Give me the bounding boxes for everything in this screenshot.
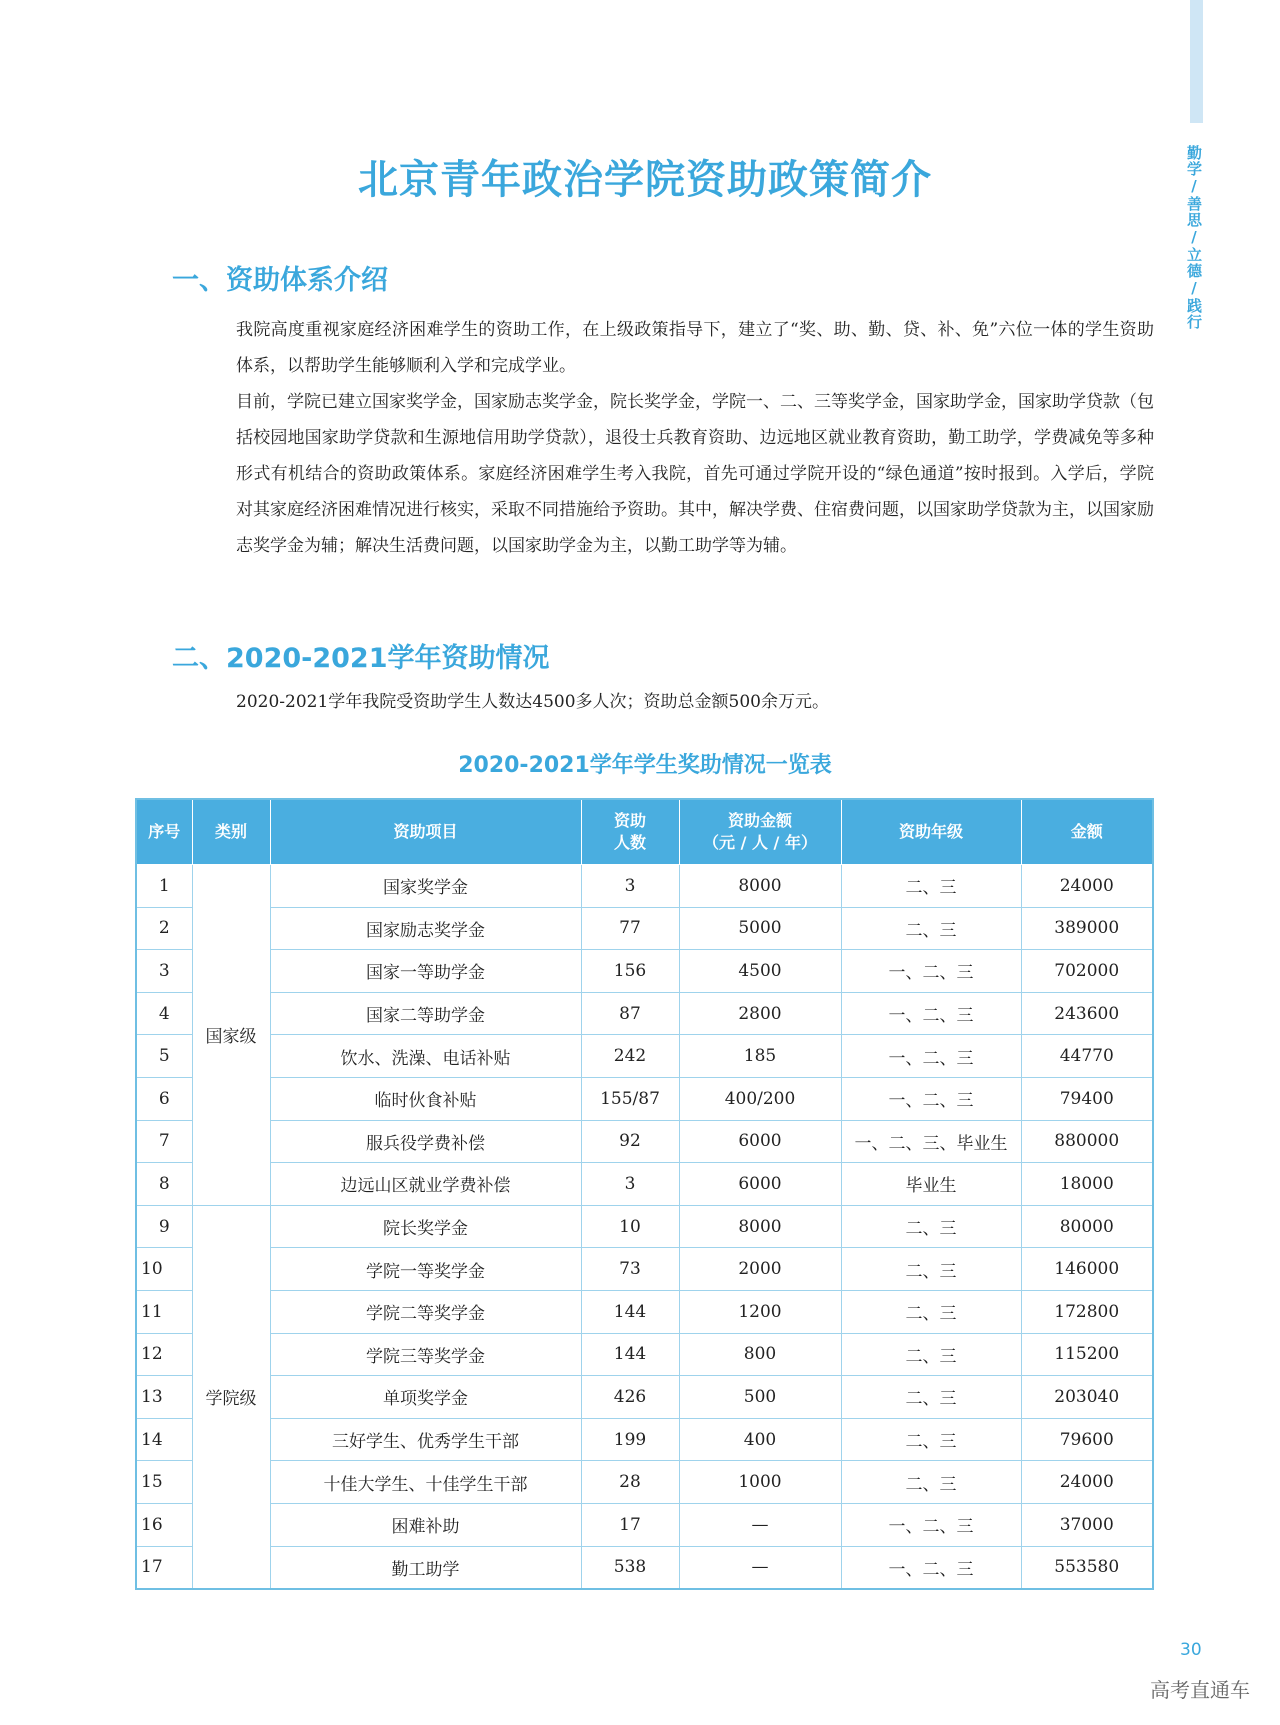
row-amount: 400/200 [679,1077,841,1120]
row-grade: 二、三 [841,1290,1021,1333]
row-grade: 二、三 [841,1333,1021,1376]
row-total: 389000 [1021,907,1153,950]
table-row [136,907,1153,950]
row-count: 3 [581,865,679,908]
row-grade: 一、二、三 [841,950,1021,993]
header-seq: 序号 [136,799,192,865]
row-total: 18000 [1021,1163,1153,1206]
header-amount-line2: （元 / 人 / 年） [703,833,817,852]
row-amount: 800 [679,1333,841,1376]
row-total: 37000 [1021,1503,1153,1546]
row-seq: 14 [136,1418,192,1461]
row-amount: 2800 [679,992,841,1035]
header-category: 类别 [192,799,270,865]
row-amount: 8000 [679,865,841,908]
row-seq: 9 [136,1205,192,1248]
row-seq: 17 [136,1546,192,1589]
header-amount [679,799,841,865]
side-decor-bar [1190,0,1203,123]
table-row [136,992,1153,1035]
row-count: 87 [581,992,679,1035]
row-item: 边远山区就业学费补偿 [270,1163,581,1206]
row-count: 92 [581,1120,679,1163]
header-count-line1: 资助 [613,811,646,830]
row-amount: 6000 [679,1163,841,1206]
row-count: 3 [581,1163,679,1206]
row-item: 十佳大学生、十佳学生干部 [270,1461,581,1504]
row-item: 学院二等奖学金 [270,1290,581,1333]
row-grade: 一、二、三 [841,1035,1021,1078]
row-item: 学院三等奖学金 [270,1333,581,1376]
status-summary: 2020-2021学年我院受资助学生人数达4500多人次；资助总金额500余万元。 [236,692,829,712]
row-count: 426 [581,1376,679,1419]
row-grade: 二、三 [841,1248,1021,1291]
row-count: 77 [581,907,679,950]
table-row [136,865,1153,908]
table-header-row [136,799,1153,865]
row-count: 144 [581,1333,679,1376]
row-grade: 一、二、三 [841,1077,1021,1120]
row-amount: 6000 [679,1120,841,1163]
row-seq: 11 [136,1290,192,1333]
table-row [136,1248,1153,1291]
row-seq: 3 [136,950,192,993]
table-row [136,1205,1153,1248]
table-row [136,1333,1153,1376]
category-college: 学院级 [192,1205,270,1589]
side-motto: 勤学/善思/立德/践行 [1185,145,1203,330]
row-grade: 一、二、三 [841,1503,1021,1546]
row-total: 702000 [1021,950,1153,993]
row-seq: 8 [136,1163,192,1206]
table-row [136,950,1153,993]
row-amount: 1200 [679,1290,841,1333]
table-row [136,1503,1153,1546]
header-grade: 资助年级 [841,799,1021,865]
row-seq: 2 [136,907,192,950]
row-grade: 二、三 [841,1461,1021,1504]
row-count: 144 [581,1290,679,1333]
row-seq: 13 [136,1376,192,1419]
aid-table [135,798,1154,1590]
row-grade: 二、三 [841,907,1021,950]
row-total: 172800 [1021,1290,1153,1333]
row-total: 79600 [1021,1418,1153,1461]
row-grade: 二、三 [841,1418,1021,1461]
intro-paragraph-2: 目前，学院已建立国家奖学金，国家励志奖学金，院长奖学金，学院一、二、三等奖学金，国家助学金，国家助学贷款（包括校园地国家助学贷款和生源地信用助学贷款），退役士兵教育资助、边远地区就业教育资助，勤工助学，学费减免等多种形式有机结合的资助政策体系。家庭经济困难学生考入我院，首先可通过学院开设的“绿色通道”按时报到。入学后，学院对其家庭经济困难情况进行核实，采取不同措施给予资助。其中，解决学费、住宿费问题，以国家助学贷款为主，以国家励志奖学金为辅；解决生活费问题，以国家助学金为主，以勤工助学等为辅。 [236,392,1154,556]
row-grade: 二、三 [841,865,1021,908]
row-count: 10 [581,1205,679,1248]
row-amount: 5000 [679,907,841,950]
row-item: 学院一等奖学金 [270,1248,581,1291]
row-total: 203040 [1021,1376,1153,1419]
table-row [136,1376,1153,1419]
section-heading-system: 一、资助体系介绍 [172,265,388,296]
row-amount: 400 [679,1418,841,1461]
row-item: 国家一等助学金 [270,950,581,993]
row-total: 553580 [1021,1546,1153,1589]
row-amount: 500 [679,1376,841,1419]
row-seq: 5 [136,1035,192,1078]
header-item: 资助项目 [270,799,581,865]
row-total: 880000 [1021,1120,1153,1163]
row-seq: 16 [136,1503,192,1546]
row-item: 国家奖学金 [270,865,581,908]
row-total: 79400 [1021,1077,1153,1120]
table-caption: 2020-2021学年学生奖助情况一览表 [458,753,832,778]
header-count [581,799,679,865]
intro-paragraph-1: 我院高度重视家庭经济困难学生的资助工作，在上级政策指导下，建立了“奖、助、勤、贷、补、免”六位一体的学生资助体系，以帮助学生能够顺利入学和完成学业。 [236,320,1154,376]
row-item: 勤工助学 [270,1546,581,1589]
row-amount: 4500 [679,950,841,993]
row-amount: 2000 [679,1248,841,1291]
row-amount: 185 [679,1035,841,1078]
row-count: 199 [581,1418,679,1461]
row-item: 服兵役学费补偿 [270,1120,581,1163]
page-title: 北京青年政治学院资助政策简介 [358,157,932,203]
table-row [136,1418,1153,1461]
row-item: 三好学生、优秀学生干部 [270,1418,581,1461]
header-count-line2: 人数 [613,833,646,852]
row-amount: — [679,1503,841,1546]
row-item: 国家二等助学金 [270,992,581,1035]
row-total: 24000 [1021,865,1153,908]
row-count: 156 [581,950,679,993]
row-item: 国家励志奖学金 [270,907,581,950]
row-seq: 7 [136,1120,192,1163]
row-seq: 12 [136,1333,192,1376]
row-total: 146000 [1021,1248,1153,1291]
row-count: 17 [581,1503,679,1546]
row-item: 临时伙食补贴 [270,1077,581,1120]
row-count: 155/87 [581,1077,679,1120]
row-count: 28 [581,1461,679,1504]
header-total: 金额 [1021,799,1153,865]
row-grade: 二、三 [841,1376,1021,1419]
row-seq: 6 [136,1077,192,1120]
row-item: 单项奖学金 [270,1376,581,1419]
table-row [136,1120,1153,1163]
table-row [136,1461,1153,1504]
row-seq: 10 [136,1248,192,1291]
category-national: 国家级 [192,865,270,1206]
table-row [136,1290,1153,1333]
row-item: 困难补助 [270,1503,581,1546]
row-item: 院长奖学金 [270,1205,581,1248]
row-grade: 一、二、三、毕业生 [841,1120,1021,1163]
row-total: 115200 [1021,1333,1153,1376]
row-grade: 毕业生 [841,1163,1021,1206]
row-count: 242 [581,1035,679,1078]
row-count: 538 [581,1546,679,1589]
row-amount: — [679,1546,841,1589]
watermark: 高考直通车 [1150,1678,1250,1702]
row-total: 24000 [1021,1461,1153,1504]
row-seq: 15 [136,1461,192,1504]
row-count: 73 [581,1248,679,1291]
section-heading-status: 二、2020-2021学年资助情况 [172,643,550,674]
table-row [136,1077,1153,1120]
page-number: 30 [1180,1640,1202,1660]
row-grade: 一、二、三 [841,992,1021,1035]
row-item: 饮水、洗澡、电话补贴 [270,1035,581,1078]
header-amount-line1: 资助金额 [727,811,792,830]
row-total: 44770 [1021,1035,1153,1078]
table-row [136,1163,1153,1206]
row-seq: 1 [136,865,192,908]
row-amount: 8000 [679,1205,841,1248]
row-grade: 二、三 [841,1205,1021,1248]
table-row [136,1546,1153,1589]
table-row [136,1035,1153,1078]
row-amount: 1000 [679,1461,841,1504]
row-total: 80000 [1021,1205,1153,1248]
row-seq: 4 [136,992,192,1035]
row-total: 243600 [1021,992,1153,1035]
row-grade: 一、二、三 [841,1546,1021,1589]
